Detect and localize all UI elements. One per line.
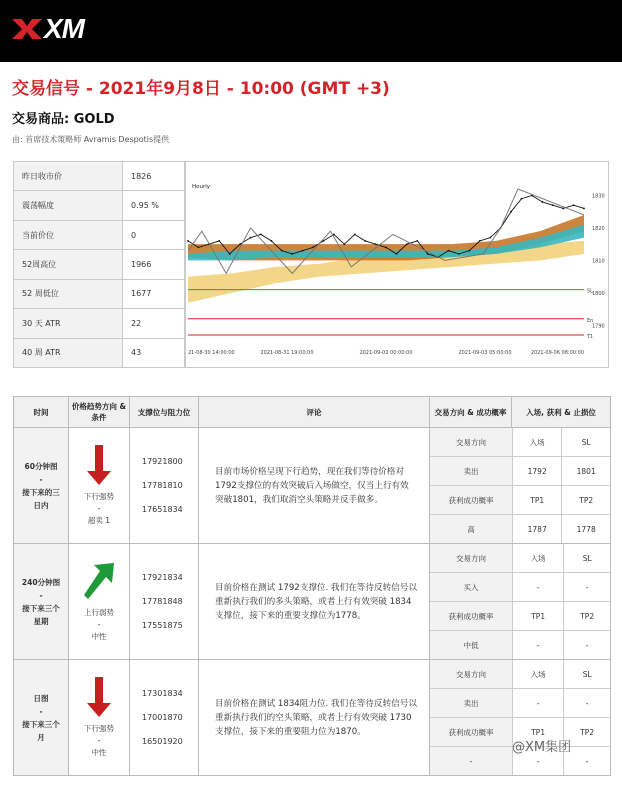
y-tick-label: 1830 [592, 193, 605, 200]
trend-text: 超卖 1 [87, 515, 111, 525]
column-header: 交易方向 & 成功概率 [430, 397, 512, 428]
resistance-level: 1834 [162, 573, 183, 582]
trade-subtable [430, 660, 610, 775]
x-tick-label: 2021-08-31 19:00:00 [260, 350, 314, 356]
resistance-level: 1848 [162, 597, 183, 606]
trade-value: - [430, 747, 513, 776]
trade-row [430, 660, 610, 689]
resistance-level: 1800 [162, 457, 183, 466]
stats-label: 当前价位 [14, 220, 123, 249]
price-point [427, 253, 429, 255]
trade-value: 1792 [513, 457, 562, 486]
trade-value: - [513, 747, 564, 776]
price-point [343, 243, 345, 245]
trade-value: SL [562, 428, 610, 457]
trade-value: - [585, 640, 589, 650]
price-point [406, 243, 408, 245]
period-text: 60分钟图 [24, 461, 58, 471]
y-tick-label: 1800 [592, 290, 605, 297]
price-point [187, 240, 189, 242]
price-point [521, 198, 523, 200]
levels-cell [130, 660, 199, 776]
trade-value: 获利成功概率 [430, 718, 513, 747]
price-point [260, 234, 262, 236]
price-point [396, 253, 398, 255]
trade-value: - [513, 573, 564, 602]
trade-cell [430, 660, 611, 776]
period-text: - [39, 706, 43, 716]
price-point [552, 204, 554, 206]
trade-row [430, 428, 610, 457]
x-tick-label: 2021-09-02 00:00:00 [359, 350, 413, 356]
column-header: 时间 [14, 397, 69, 428]
resistance-level: 1810 [162, 481, 183, 490]
y-tick-label: 1810 [592, 258, 605, 265]
trade-value: TP2 [564, 718, 610, 747]
trend-cell [69, 428, 130, 544]
stats-value: 0 [123, 220, 185, 249]
stats-row [14, 250, 185, 279]
trade-row [430, 544, 610, 573]
trade-row [430, 515, 610, 544]
price-point [562, 208, 564, 210]
resistance-level: 1875 [162, 621, 183, 630]
period-cell [14, 544, 69, 660]
trade-value: TP1 [513, 718, 564, 747]
trade-row [430, 457, 610, 486]
trade-row [430, 486, 610, 515]
trade-value: - [585, 756, 589, 766]
trade-value: 获利成功概率 [430, 602, 513, 631]
trend-text: - [97, 503, 101, 513]
byline: 由: 首席技术策略师 Avramis Despotis提供 [12, 135, 170, 144]
watermark: @XM集团 [512, 740, 572, 755]
trend-text: 上行弱势 [84, 607, 114, 617]
trend-text: 下行强势 [84, 491, 114, 501]
trend-text: - [97, 619, 101, 629]
trade-subtable [430, 428, 610, 543]
stats-row [14, 220, 185, 249]
trade-value: 高 [430, 515, 513, 544]
trade-value: 1801 [562, 457, 610, 486]
instrument-title: 交易商品: GOLD [12, 112, 115, 127]
trade-row [430, 573, 610, 602]
level-pair [132, 706, 196, 730]
stats-label: 52 周低位 [14, 279, 123, 308]
level-pair [132, 590, 196, 614]
trade-value: SL [564, 544, 610, 573]
price-point [468, 250, 470, 252]
support-level: 1792 [142, 573, 163, 582]
price-point [291, 253, 293, 255]
trade-value: 卖出 [430, 457, 513, 486]
stats-value: 43 [123, 338, 185, 367]
trade-cell [430, 544, 611, 660]
level-pair [132, 498, 196, 522]
stats-row [14, 191, 185, 220]
trade-value: - [513, 631, 564, 660]
trade-row [430, 689, 610, 718]
column-header: 入场, 获利 & 止损位 [512, 397, 611, 428]
level-pair [132, 566, 196, 590]
price-point [541, 201, 543, 203]
trade-value: - [513, 689, 564, 718]
stats-label: 40 周 ATR [14, 338, 123, 367]
trade-value: TP1 [513, 486, 562, 515]
x-tick-label: 2021-09-03 05:00:00 [458, 350, 512, 356]
period-cell [14, 428, 69, 544]
trade-value: TP2 [564, 602, 610, 631]
trend-text: 下行强势 [84, 723, 114, 733]
support-level: 1730 [142, 689, 163, 698]
signal-row [14, 660, 611, 776]
price-point [479, 240, 481, 242]
logo-text: XM [44, 13, 84, 44]
support-level: 1700 [142, 713, 163, 722]
header-bar [0, 0, 622, 62]
period-text: - [39, 590, 43, 600]
resistance-level: 1920 [162, 737, 183, 746]
comment-cell: 目前价格在测试 1792支撑位. 我们在等待反转信号以重新执行我们的多头策略，或者上行有效突破 1834支撑位，接下来的重要支撑位为1778。 [199, 544, 430, 660]
trade-value: 交易方向 [430, 660, 513, 689]
trade-value: 1778 [576, 524, 596, 534]
trade-value: TP1 [513, 602, 564, 631]
stats-row [14, 279, 185, 308]
level-label: T1 [587, 334, 594, 341]
stats-value: 1826 [123, 162, 185, 191]
price-point [510, 211, 512, 213]
price-point [281, 250, 283, 252]
trade-value: - [564, 573, 610, 602]
stats-label: 30 天 ATR [14, 309, 123, 338]
resistance-level: 1870 [162, 713, 183, 722]
arrow-down-icon [82, 445, 116, 485]
trend-cell [69, 544, 130, 660]
trade-value: 入场 [513, 544, 564, 573]
stats-value: 22 [123, 309, 185, 338]
resistance-level: 1834 [162, 505, 183, 514]
trade-value: 买入 [430, 573, 513, 602]
x-tick-label: 21-08-30 14:00:00 [188, 350, 235, 356]
trade-value: 入场 [513, 428, 562, 457]
stats-label: 震荡幅度 [14, 191, 123, 220]
comment-cell: 目前市场价格呈现下行趋势，现在我们等待价格对1792支撑位的有效突破后入场做空，仅当上行有效突破1801，我们取消空头策略并反手做多。 [199, 428, 430, 544]
support-level: 1755 [142, 621, 163, 630]
price-chart [185, 161, 609, 368]
trade-value: 入场 [513, 660, 564, 689]
period-text: 日图 [33, 693, 49, 703]
price-point [239, 243, 241, 245]
trend-cell [69, 660, 130, 776]
period-text: 接下来三个 [22, 603, 60, 613]
price-point [270, 240, 272, 242]
chart-svg [186, 162, 608, 367]
trade-value: TP2 [562, 486, 610, 515]
support-level: 1792 [142, 457, 163, 466]
column-header: 价格趋势方向 & 条件 [69, 397, 130, 428]
stats-row [14, 338, 185, 367]
signal-row [14, 544, 611, 660]
level-label: SL [587, 288, 593, 295]
stats-row [14, 162, 185, 191]
levels-cell [130, 428, 199, 544]
trade-value: SL [564, 660, 610, 689]
period-text: 日内 [33, 500, 49, 510]
price-point [458, 253, 460, 255]
price-point [385, 246, 387, 248]
trade-value: 交易方向 [430, 428, 513, 457]
period-text: 星期 [33, 616, 49, 626]
price-point [583, 208, 585, 210]
trade-value: 卖出 [430, 689, 513, 718]
page-title: 交易信号 - 2021年9月8日 - 10:00 (GMT +3) [12, 79, 390, 99]
arrow-down-icon [82, 677, 116, 717]
trade-value: 1787 [513, 515, 562, 544]
column-header: 支撑位与阻力位 [130, 397, 199, 428]
chart-title: Hourly [192, 184, 211, 190]
price-point [250, 237, 252, 239]
period-text: 240分钟图 [21, 577, 61, 587]
price-point [333, 234, 335, 236]
level-pair [132, 682, 196, 706]
level-label: En [587, 317, 594, 324]
trade-cell [430, 428, 611, 544]
support-level: 1778 [142, 597, 163, 606]
period-text: - [39, 474, 43, 484]
price-point [354, 234, 356, 236]
x-tick-label: 2021-09-06 08:00:00 [530, 350, 584, 356]
support-level: 1778 [142, 481, 163, 490]
stats-table [13, 161, 185, 368]
price-point [302, 250, 304, 252]
period-text: 接下来三个 [22, 719, 60, 729]
level-pair [132, 450, 196, 474]
price-point [312, 246, 314, 248]
trend-text: 中性 [91, 747, 107, 757]
level-pair [132, 614, 196, 638]
period-text: 月 [37, 732, 45, 742]
signals-table [13, 396, 611, 776]
trend-text: 中性 [91, 631, 107, 641]
price-point [364, 240, 366, 242]
price-point [375, 243, 377, 245]
stats-value: 1677 [123, 279, 185, 308]
arrow-up-icon [82, 561, 116, 601]
price-point [416, 240, 418, 242]
trade-subtable [430, 544, 610, 659]
stats-label: 昨日收市价 [14, 162, 123, 191]
period-cell [14, 660, 69, 776]
price-point [229, 253, 231, 255]
trade-row [430, 602, 610, 631]
stats-row [14, 309, 185, 338]
trend-text: - [97, 735, 101, 745]
trade-value: 获利成功概率 [430, 486, 513, 515]
trade-value: 中低 [430, 631, 513, 660]
xm-logo[interactable] [12, 13, 84, 45]
trade-value: 交易方向 [430, 544, 513, 573]
trade-row [430, 631, 610, 660]
y-tick-label: 1820 [592, 225, 605, 232]
price-point [218, 240, 220, 242]
signal-row [14, 428, 611, 544]
level-pair [132, 730, 196, 754]
price-point [489, 237, 491, 239]
column-header: 评论 [199, 397, 430, 428]
support-level: 1650 [142, 737, 163, 746]
level-pair [132, 474, 196, 498]
support-level: 1765 [142, 505, 163, 514]
price-point [573, 204, 575, 206]
resistance-level: 1834 [162, 689, 183, 698]
xm-logo-icon [12, 15, 42, 43]
stats-value: 0.95 % [123, 191, 185, 220]
y-tick-label: 1790 [592, 323, 605, 330]
trade-value: - [564, 689, 610, 718]
price-point [198, 246, 200, 248]
period-text: 接下来的三 [22, 487, 60, 497]
stats-value: 1966 [123, 250, 185, 279]
levels-cell [130, 544, 199, 660]
stats-label: 52周高位 [14, 250, 123, 279]
price-point [448, 250, 450, 252]
comment-cell: 目前价格在测试 1834阻力位. 我们在等待反转信号以重新执行我们的空头策略，或者上行有效突破 1730支撑位，接下来的重要阻力位为1870。 [199, 660, 430, 776]
